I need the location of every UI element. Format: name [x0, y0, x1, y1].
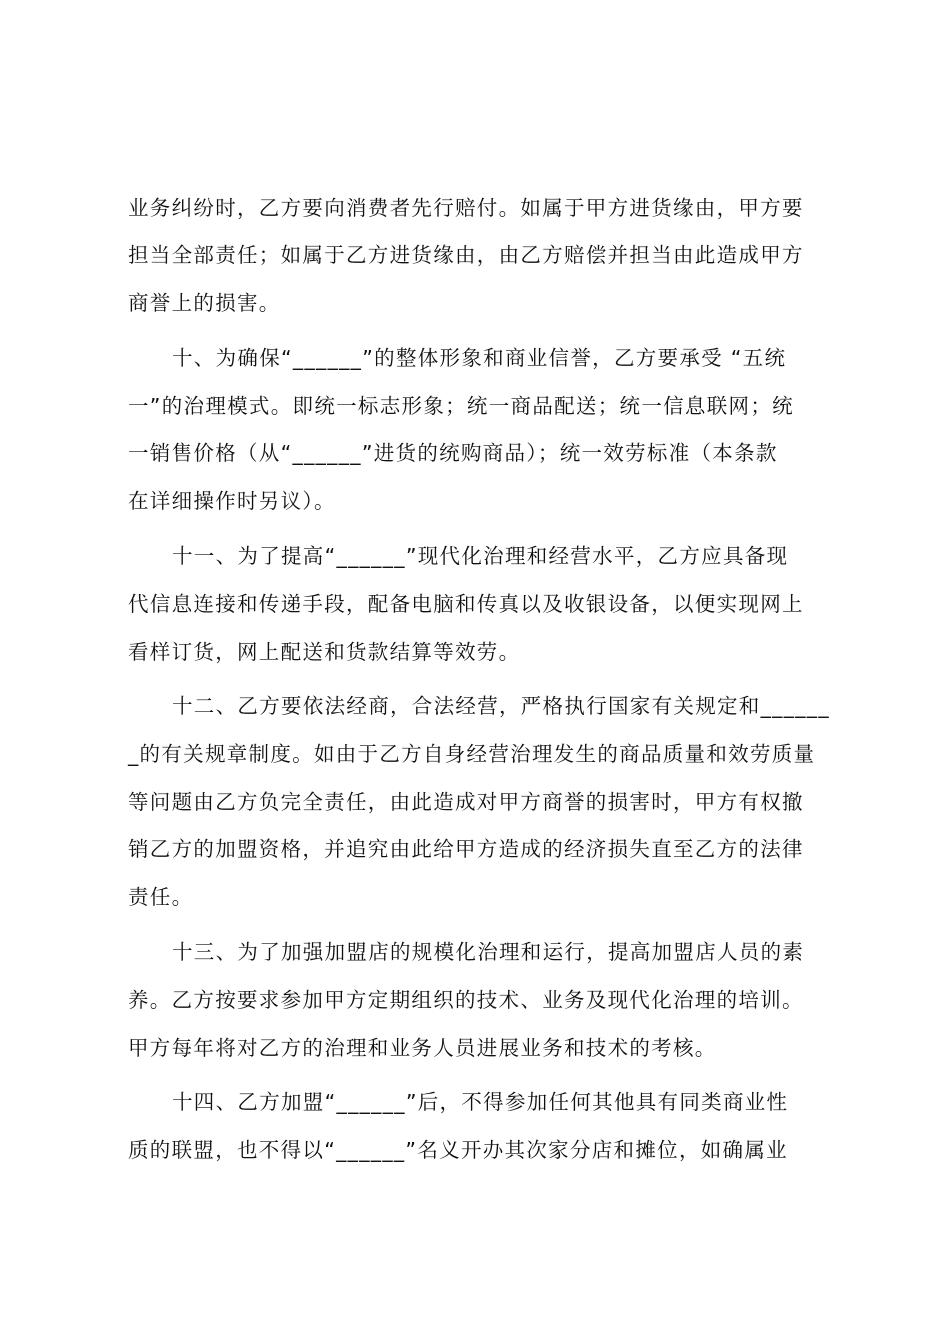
paragraph-11-line-2: 代信息连接和传递手段，配备电脑和传真以及收银设备，以便实现网上 — [128, 592, 804, 616]
paragraph-13-line-3: 甲方每年将对乙方的治理和业务人员进展业务和技术的考核。 — [128, 1036, 717, 1060]
paragraph-14-line-2: 质的联盟，也不得以“______”名义开办其次家分店和摊位，如确属业 — [128, 1138, 788, 1162]
paragraph-13-line-2: 养。乙方按要求参加甲方定期组织的技术、业务及现代化治理的培训。 — [128, 988, 804, 1012]
paragraph-1-line-2: 担当全部责任；如属于乙方进货缘由，由乙方赔偿并担当由此造成甲方 — [128, 243, 804, 267]
paragraph-12-line-3: 等问题由乙方负完全责任，由此造成对甲方商誉的损害时，甲方有权撤 — [128, 790, 804, 814]
paragraph-12-line-1: 十二、乙方要依法经商，合法经营，严格执行国家有关规定和______ — [172, 694, 830, 718]
paragraph-12-line-2: _的有关规章制度。如由于乙方自身经营治理发生的商品质量和效劳质量 — [128, 742, 816, 766]
paragraph-10-line-3: 一销售价格（从“______”进货的统购商品）；统一效劳标准（本条款 — [128, 441, 778, 465]
paragraph-1-line-3: 商誉上的损害。 — [128, 291, 281, 315]
paragraph-13-line-1: 十三、为了加强加盟店的规模化治理和运行，提高加盟店人员的素 — [172, 940, 805, 964]
paragraph-12-line-5: 责任。 — [128, 885, 194, 909]
paragraph-11-line-3: 看样订货，网上配送和货款结算等效劳。 — [128, 640, 521, 664]
paragraph-14-line-1: 十四、乙方加盟“______”后，不得参加任何其他具有同类商业性 — [172, 1090, 789, 1114]
paragraph-10-line-4: 在详细操作时另议）。 — [128, 489, 336, 513]
paragraph-1-line-1: 业务纠纷时，乙方要向消费者先行赔付。如属于甲方进货缘由，甲方要 — [128, 196, 804, 220]
paragraph-12-line-4: 销乙方的加盟资格，并追究由此给甲方造成的经济损失直至乙方的法律 — [128, 837, 804, 861]
paragraph-10-line-1: 十、为确保“______”的整体形象和商业信誉，乙方要承受 “五统 — [172, 346, 787, 370]
paragraph-11-line-1: 十一、为了提高“______”现代化治理和经营水平，乙方应具备现 — [172, 544, 789, 568]
paragraph-10-line-2: 一”的治理模式。即统一标志形象；统一商品配送；统一信息联网；统 — [128, 394, 794, 418]
